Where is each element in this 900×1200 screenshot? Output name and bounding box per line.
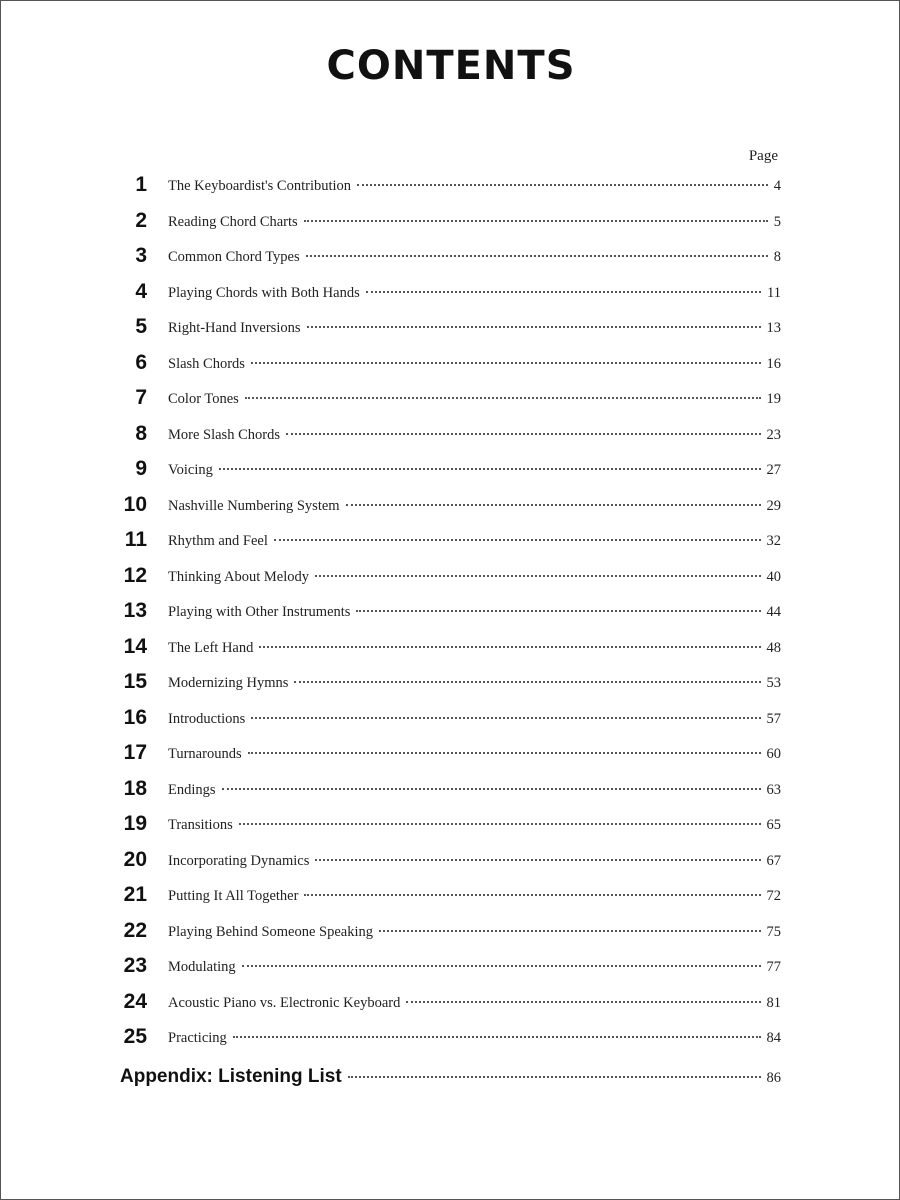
chapter-page: 40 — [766, 568, 781, 585]
leader-dots — [251, 362, 761, 364]
leader-dots — [357, 184, 768, 186]
leader-dots — [304, 220, 768, 222]
toc-entry[interactable] — [1, 951, 900, 987]
toc-entry[interactable] — [1, 1022, 900, 1058]
toc-entry[interactable] — [1, 454, 900, 490]
chapter-page: 11 — [767, 284, 781, 301]
toc-entry[interactable] — [1, 809, 900, 845]
chapter-number: 19 — [123, 812, 147, 835]
chapter-page: 29 — [766, 497, 781, 514]
toc-entry[interactable] — [1, 596, 900, 632]
appendix-entry[interactable] — [1, 1058, 900, 1094]
chapter-page: 8 — [773, 249, 781, 265]
chapter-page: 75 — [766, 923, 781, 940]
chapter-number: 16 — [123, 705, 147, 729]
chapter-number: 11 — [124, 528, 147, 551]
chapter-title: The Left Hand — [168, 639, 254, 656]
toc-entry[interactable] — [1, 667, 900, 703]
chapter-number: 25 — [123, 1025, 147, 1048]
leader-dots — [356, 610, 760, 612]
chapter-page: 27 — [766, 462, 781, 478]
chapter-page: 23 — [766, 426, 781, 443]
toc-entry[interactable] — [1, 312, 900, 348]
leader-dots — [286, 433, 761, 435]
leader-dots — [233, 1036, 761, 1038]
chapter-page: 13 — [766, 320, 781, 336]
toc-entry[interactable] — [1, 845, 900, 881]
leader-dots — [248, 752, 761, 754]
toc-entry[interactable] — [1, 490, 900, 526]
chapter-number: 3 — [135, 244, 147, 267]
chapter-title: Modernizing Hymns — [168, 675, 289, 691]
chapter-page: 63 — [766, 781, 781, 798]
chapter-number: 7 — [135, 386, 147, 409]
table-of-contents — [1, 170, 900, 1093]
chapter-number: 4 — [135, 279, 147, 303]
toc-entry[interactable] — [1, 170, 900, 206]
chapter-title: Turnarounds — [168, 746, 242, 762]
leader-dots — [242, 965, 761, 967]
chapter-page: 44 — [766, 604, 781, 620]
toc-entry[interactable] — [1, 383, 900, 419]
chapter-number: 9 — [135, 457, 147, 480]
toc-entry[interactable] — [1, 561, 900, 597]
chapter-number: 14 — [123, 634, 147, 658]
chapter-title: Modulating — [168, 959, 236, 975]
leader-dots — [274, 539, 761, 541]
chapter-title: Playing Chords with Both Hands — [168, 284, 360, 301]
toc-entry[interactable] — [1, 348, 900, 384]
chapter-number: 23 — [123, 954, 147, 977]
page-column-header: Page — [748, 148, 778, 164]
chapter-page: 72 — [766, 888, 781, 904]
chapter-title: Playing with Other Instruments — [168, 604, 351, 620]
chapter-title: Common Chord Types — [168, 249, 300, 265]
appendix-title: Appendix: Listening List — [120, 1065, 342, 1087]
chapter-page: 84 — [766, 1030, 781, 1046]
toc-entry[interactable] — [1, 880, 900, 916]
leader-dots — [239, 823, 761, 825]
chapter-title: Rhythm and Feel — [168, 533, 268, 549]
leader-dots — [306, 255, 768, 257]
toc-entry[interactable] — [1, 738, 900, 774]
chapter-number: 13 — [123, 599, 147, 622]
leader-dots — [348, 1076, 761, 1078]
leader-dots — [315, 859, 760, 861]
chapter-title: Acoustic Piano vs. Electronic Keyboard — [168, 994, 401, 1011]
chapter-number: 18 — [123, 776, 147, 800]
toc-entry[interactable] — [1, 703, 900, 739]
leader-dots — [307, 326, 761, 328]
chapter-title: Right-Hand Inversions — [168, 320, 301, 336]
chapter-page: 65 — [766, 817, 781, 833]
chapter-number: 8 — [135, 421, 147, 445]
chapter-number: 15 — [123, 670, 147, 693]
chapter-page: 16 — [766, 355, 781, 372]
leader-dots — [304, 894, 760, 896]
leader-dots — [245, 397, 761, 399]
chapter-number: 21 — [123, 883, 147, 906]
chapter-number: 17 — [123, 741, 147, 764]
chapter-page: 81 — [766, 994, 781, 1011]
leader-dots — [346, 504, 761, 506]
chapter-page: 57 — [766, 710, 781, 727]
leader-dots — [222, 788, 761, 790]
toc-entry[interactable] — [1, 419, 900, 455]
chapter-page: 5 — [773, 213, 781, 230]
leader-dots — [259, 646, 760, 648]
chapter-number: 12 — [123, 563, 147, 587]
chapter-title: Introductions — [168, 710, 246, 727]
chapter-page: 4 — [773, 178, 781, 194]
chapter-title: Voicing — [168, 462, 213, 478]
chapter-title: More Slash Chords — [168, 426, 280, 443]
chapter-title: Reading Chord Charts — [168, 213, 298, 230]
chapter-page: 53 — [766, 675, 781, 691]
chapter-page: 48 — [766, 639, 781, 656]
chapter-title: Practicing — [168, 1030, 227, 1046]
leader-dots — [406, 1001, 760, 1003]
toc-entry[interactable] — [1, 987, 900, 1023]
chapter-title: The Keyboardist's Contribution — [168, 178, 352, 194]
chapter-title: Playing Behind Someone Speaking — [168, 923, 373, 940]
toc-entry[interactable] — [1, 206, 900, 242]
chapter-number: 10 — [123, 492, 147, 516]
chapter-title: Transitions — [168, 817, 233, 833]
chapter-title: Thinking About Melody — [168, 568, 309, 585]
chapter-title: Slash Chords — [168, 355, 245, 372]
toc-entry[interactable] — [1, 916, 900, 952]
leader-dots — [379, 930, 761, 932]
chapter-number: 5 — [135, 315, 147, 338]
chapter-page: 19 — [766, 391, 781, 407]
leader-dots — [294, 681, 760, 683]
chapter-title: Color Tones — [168, 391, 239, 407]
leader-dots — [251, 717, 760, 719]
chapter-number: 24 — [123, 989, 147, 1013]
chapter-number: 6 — [135, 350, 147, 374]
chapter-title: Nashville Numbering System — [168, 497, 340, 514]
chapter-page: 60 — [766, 746, 781, 762]
chapter-page: 77 — [766, 959, 781, 975]
chapter-title: Endings — [168, 781, 216, 798]
leader-dots — [219, 468, 761, 470]
toc-entry[interactable] — [1, 632, 900, 668]
toc-entry[interactable] — [1, 525, 900, 561]
toc-entry[interactable] — [1, 241, 900, 277]
chapter-number: 22 — [123, 918, 147, 942]
chapter-title: Putting It All Together — [168, 888, 299, 904]
chapter-number: 1 — [135, 173, 147, 196]
leader-dots — [366, 291, 761, 293]
leader-dots — [315, 575, 761, 577]
appendix-page: 86 — [766, 1069, 781, 1086]
toc-entry[interactable] — [1, 774, 900, 810]
chapter-title: Incorporating Dynamics — [168, 852, 310, 869]
chapter-page: 32 — [766, 533, 781, 549]
toc-entry[interactable] — [1, 277, 900, 313]
chapter-number: 2 — [135, 208, 147, 232]
page-title: CONTENTS — [326, 43, 576, 89]
chapter-number: 20 — [123, 847, 147, 871]
chapter-page: 67 — [766, 852, 781, 869]
